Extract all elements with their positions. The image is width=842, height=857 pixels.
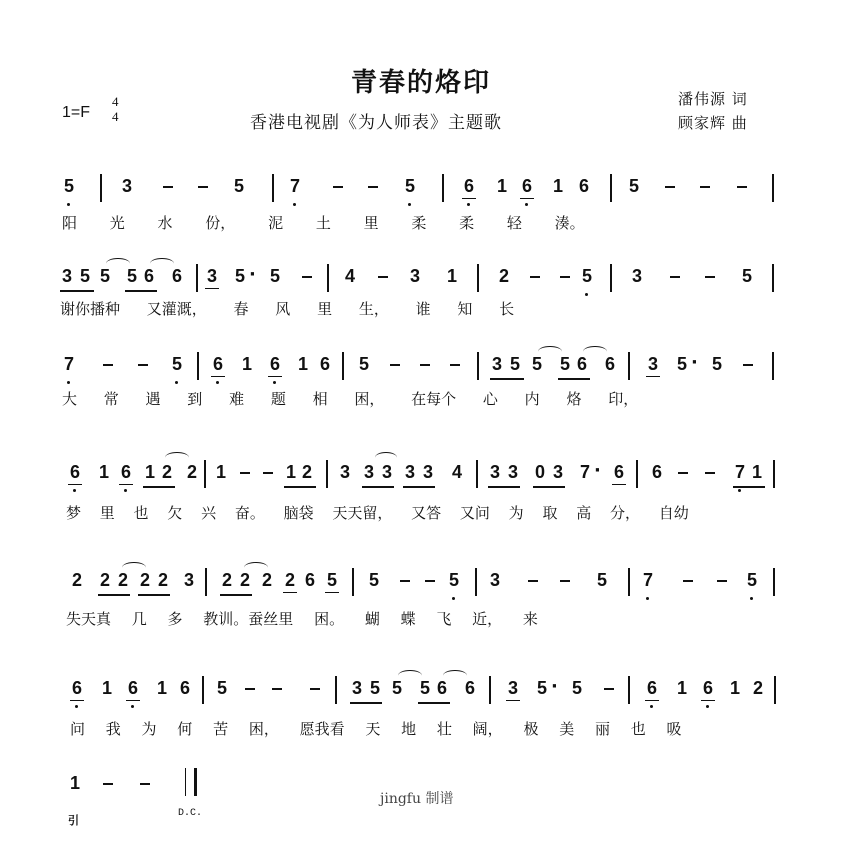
score-row-5: 2 2 2 2 2 3 2 2 2 2 6 5 5 5 3 5 7 5 失天真 几 多 教训。蚕丝里 困。 蝴 蝶 飞 近， 来 [0,562,842,642]
lyrics-row-7: 引 [68,814,79,827]
composer-credit: 顾家辉 曲 [678,114,748,132]
lyrics-row-4: 梦 里 也 欠 兴 奋。 脑袋 天天留， 又答 又问 为 取 高 分， 自幼 [66,504,689,522]
lyrics-row-6: 问 我 为 何 苦 困， 愿我看 天 地 壮 阔， 极 美 丽 也 吸 [70,720,682,738]
score-row-1: 5 3 5 7 5 6 1 6 1 6 5 阳 光 水 份， 泥 土 里 柔 柔 轻 湊。 [0,170,842,250]
score-row-7: 1 [0,765,842,845]
score-row-6: 6 1 6 1 6 5 3 5 5 5 6 6 3 5 · 5 6 1 6 1 2 问 我 为 何 苦 困， 愿我看 天 地 壮 阔， 极 美 丽 也 吸 [0,670,842,750]
final-barline [185,768,197,796]
key-signature: 1=F [62,104,91,121]
time-signature-bottom: 4 [112,109,119,124]
score-row-4: 6 1 6 1 2 2 1 1 2 3 3 3 3 3 4 3 3 0 3 7 · 6 6 7 1 梦 里 也 欠 兴 奋。 脑袋 天天留， 又答 又问 为 取 高 分， 自幼 [0,452,842,532]
da-capo-marking: D.C. [178,808,203,819]
song-subtitle: 香港电视剧《为人师表》主题歌 [250,113,502,133]
time-signature [112,94,119,124]
transcriber-credit: jingfu 制谱 [380,791,454,807]
time-signature-top: 4 [112,94,119,109]
lyrics-row-1: 阳 光 水 份， 泥 土 里 柔 柔 轻 湊。 [62,214,585,232]
score-row-2: 3 5 5 5 6 6 3 5 · 5 4 3 1 2 5 3 5 谢你播种 又灌溉， 春 风 里 生， 谁 知 长 [0,258,842,338]
lyrics-row-3: 大 常 遇 到 难 题 相 困， 在每个 心 内 烙 印， [62,390,639,408]
song-title: 青春的烙印 [350,68,491,98]
lyrics-row-5: 失天真 几 多 教训。蚕丝里 困。 蝴 蝶 飞 近， 来 [66,610,538,628]
score-row-3: 7 5 6 1 6 1 6 5 3 5 5 5 6 6 3 5 · 5 大 常 遇 到 难 题 相 困， 在每个 心 内 烙 印， [0,346,842,426]
lyricist-credit: 潘伟源 词 [678,90,748,108]
lyrics-row-2: 谢你播种 又灌溉， 春 风 里 生， 谁 知 长 [60,300,515,318]
